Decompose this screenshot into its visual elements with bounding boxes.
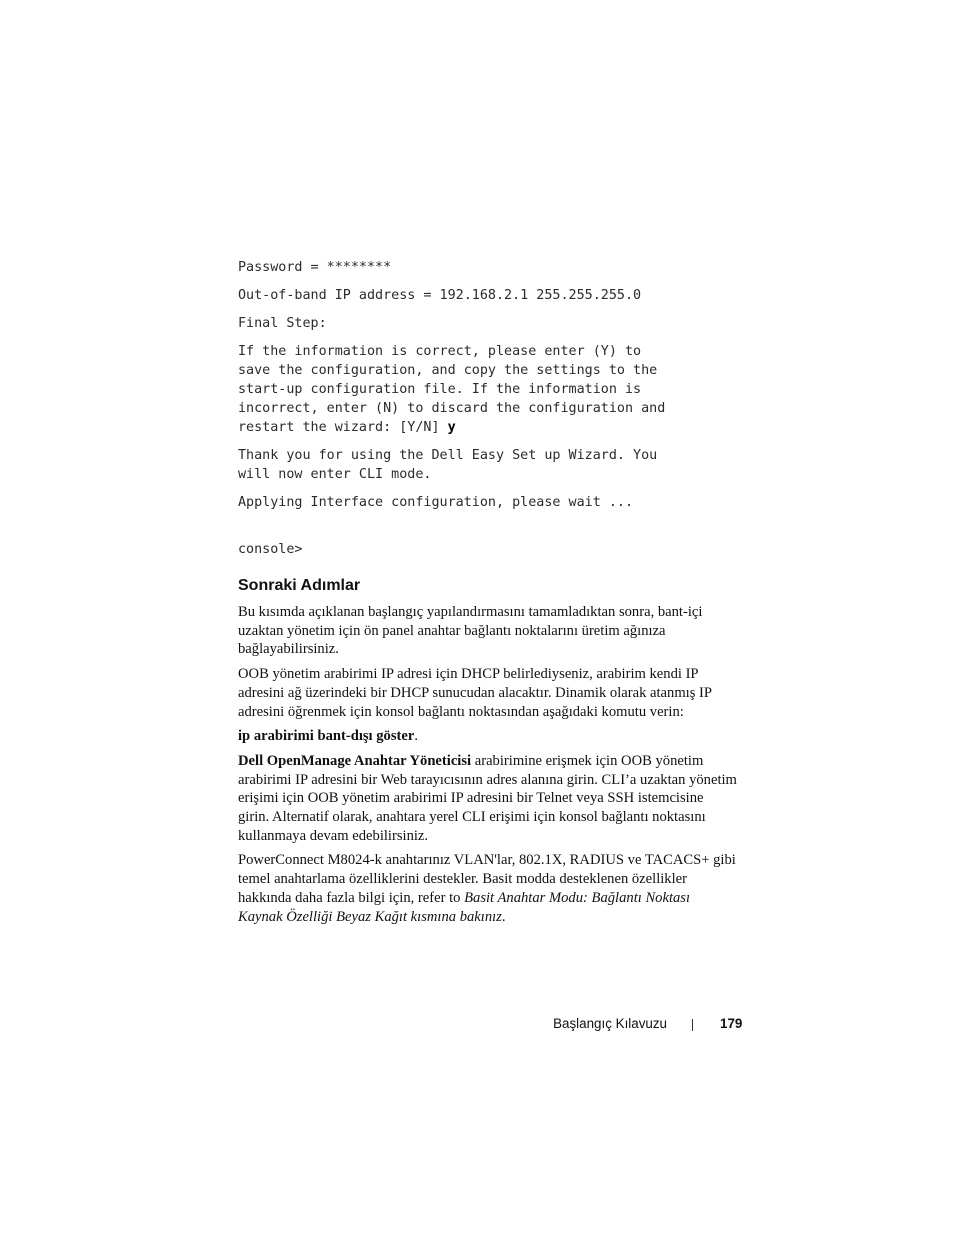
paragraph-intro: Bu kısımda açıklanan başlangıç yapılandırmasını tamamladıktan sonra, bant-içi uzaktan yönetim için ön panel anahtar bağlantı noktalarını üretim ağınıza bağlayabilirsiniz. <box>238 604 703 658</box>
code-applying-line: Applying Interface configuration, please wait ... <box>238 495 634 510</box>
code-oob-line: Out-of-band IP address = 192.168.2.1 255.255.255.0 <box>238 288 642 303</box>
footer-separator <box>692 1019 693 1031</box>
code-confirm-block <box>238 342 738 437</box>
whitepaper-reference: Basit Anahtar Modu: Bağlantı Noktası Kaynak Özelliği Beyaz Kağıt kısmına bakınız <box>238 889 691 925</box>
command-end: . <box>414 728 418 745</box>
powerconnect-end: . <box>501 908 506 925</box>
code-final-step-line: Final Step: <box>238 316 327 331</box>
code-password-line: Password = ******** <box>238 260 392 275</box>
page-footer <box>0 1016 954 1036</box>
paragraph-dhcp: OOB yönetim arabirimi IP adresi için DHCP belirlediyseniz, arabirim kendi IP adresini ağ üzerindeki bir DHCP sunucudan alacaktır. Dinamik olarak atanmış IP adresini öğrenmek için konsol bağlantı noktasından aşağıdaki komutu verin: <box>238 666 712 720</box>
page-number: 179 <box>720 1016 743 1031</box>
paragraph-powerconnect <box>238 851 738 926</box>
page-content <box>238 258 738 932</box>
powerconnect-text: PowerConnect M8024-k anahtarınız VLAN'lar, 802.1X, RADIUS ve TACACS+ gibi temel anahtarlama özelliklerini destekler. Basit modda desteklenen özellikler hakkında daha fazla bilgi için, refer to <box>238 852 736 906</box>
openmanage-text: arabirimine erişmek için OOB yönetim arabirimi IP adresini bir Web tarayıcısının adres alanına girin. CLI’a uzaktan yönetim erişimi için OOB yönetim arabirimi IP adresini bir Telnet veya SSH istemcisine girin. Alternatif olarak, anahtara yerel CLI erişimi için konsol bağlantı noktasını kullanmaya devam edebilirsiniz. <box>238 752 737 844</box>
code-thanks-block: Thank you for using the Dell Easy Set up Wizard. You will now enter CLI mode. <box>238 448 658 482</box>
paragraph-command <box>238 727 738 746</box>
code-confirm-answer: y <box>447 420 456 435</box>
section-heading: Sonraki Adımlar <box>238 577 361 594</box>
code-confirm-text: If the information is correct, please enter (Y) to save the configuration, and copy the settings to the start-up configuration file. If the information is incorrect, enter (N) to discard the configuration and restart the wizard: [Y/N] <box>238 344 666 435</box>
openmanage-name: Dell OpenManage Anahtar Yöneticisi <box>238 752 472 769</box>
paragraph-openmanage <box>238 752 738 846</box>
code-console-prompt: console> <box>238 542 303 557</box>
footer-title: Başlangıç Kılavuzu <box>553 1016 667 1031</box>
command-text: ip arabirimi bant-dışı göster <box>238 728 415 745</box>
